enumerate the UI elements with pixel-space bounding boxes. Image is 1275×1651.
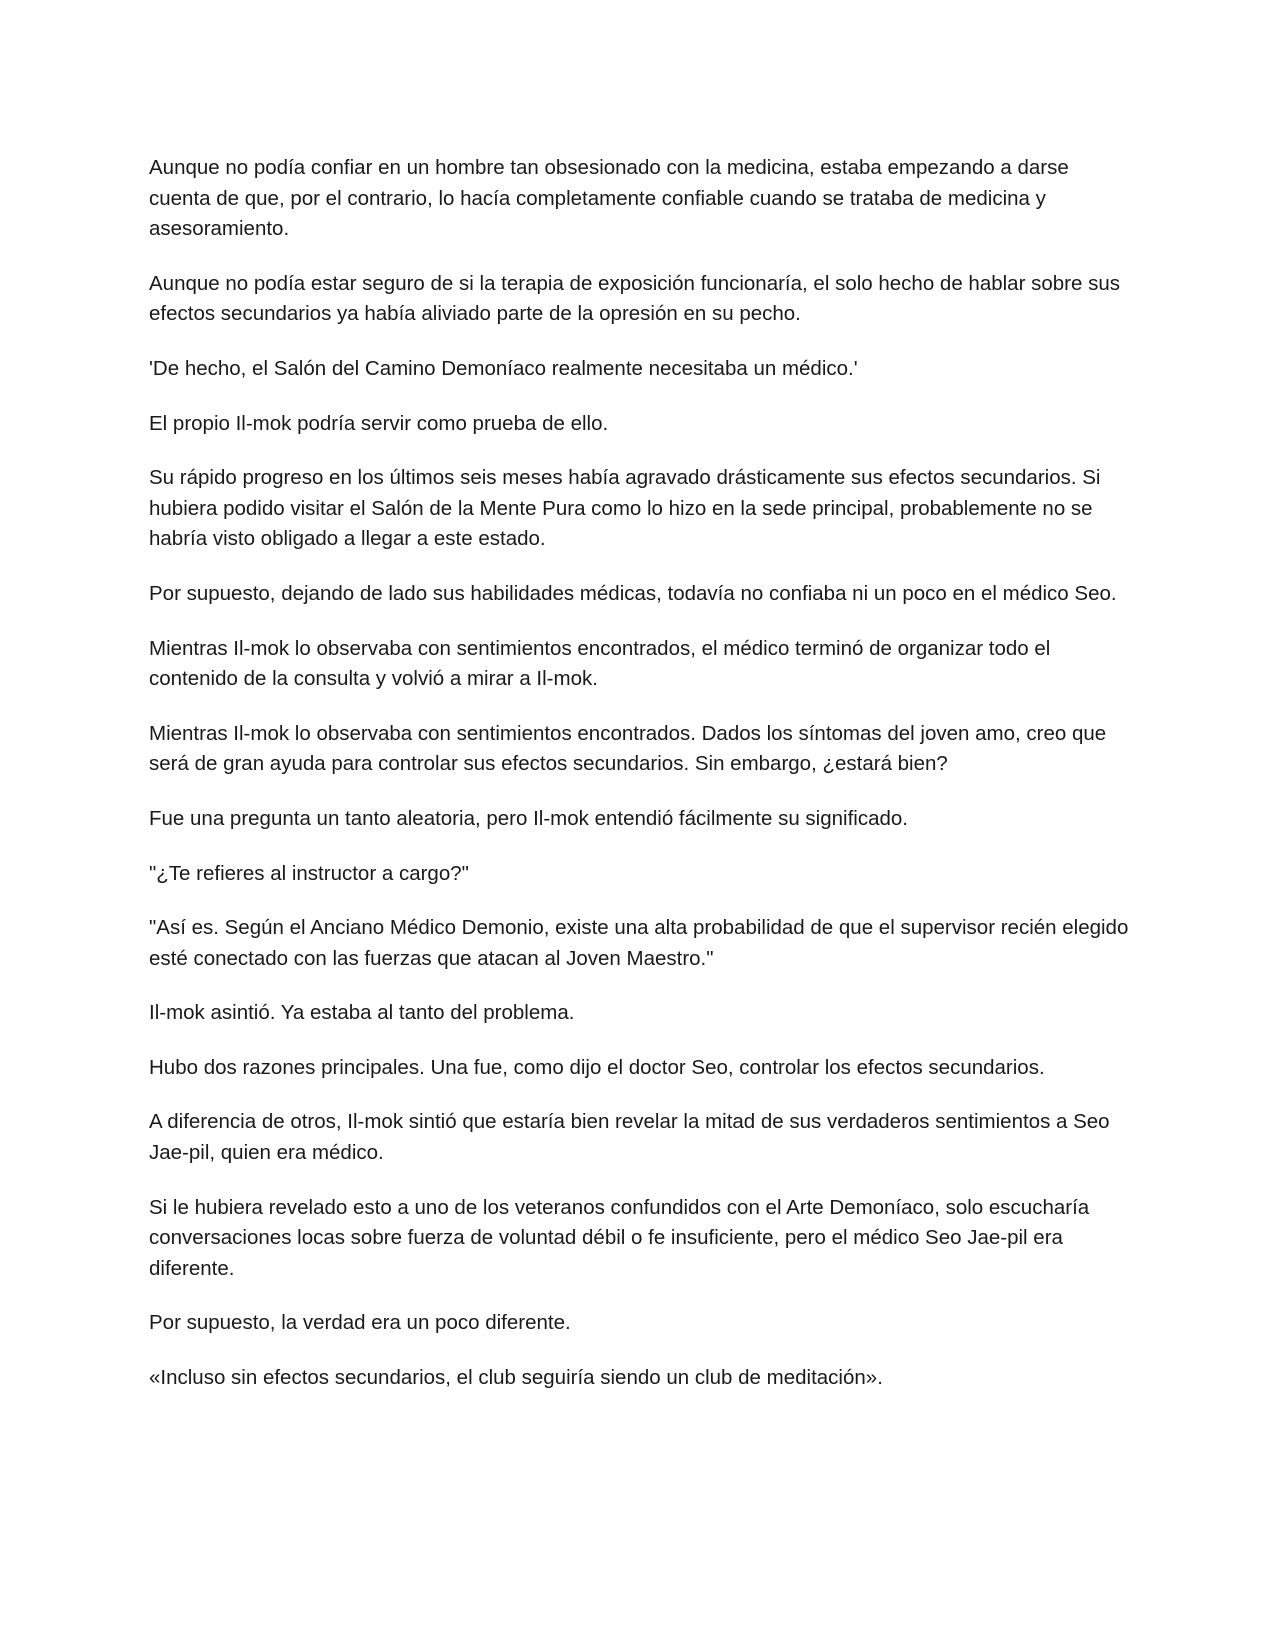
paragraph: Su rápido progreso en los últimos seis meses había agravado drásticamente sus efectos secundarios. Si hubiera podido visitar el Salón de la Mente Pura como lo hizo en la sede principal, probablemente no se habría visto obligado a llegar a este estado. [149,466,1101,551]
paragraph: Fue una pregunta un tanto aleatoria, pero Il-mok entendió fácilmente su significado. [149,806,908,830]
paragraph: Aunque no podía confiar en un hombre tan obsesionado con la medicina, estaba empezando a darse cuenta de que, por el contrario, lo hacía completamente confiable cuando se trataba de medicina y asesoramiento. [149,156,1069,241]
paragraph: Mientras Il-mok lo observaba con sentimientos encontrados. Dados los síntomas del joven amo, creo que será de gran ayuda para controlar sus efectos secundarios. Sin embargo, ¿estará bien? [149,721,1107,776]
paragraph: «Incluso sin efectos secundarios, el club seguiría siendo un club de meditación». [149,1366,883,1390]
document-body [149,153,1129,1418]
paragraph: "Así es. Según el Anciano Médico Demonio, existe una alta probabilidad de que el supervisor recién elegido esté conectado con las fuerzas que atacan al Joven Maestro." [149,916,1129,970]
paragraph: El propio Il-mok podría servir como prueba de ello. [149,411,609,435]
paragraph: Aunque no podía estar seguro de si la terapia de exposición funcionaría, el solo hecho de hablar sobre sus efectos secundarios ya había aliviado parte de la opresión en su pecho. [149,271,1120,326]
paragraph: Il-mok asintió. Ya estaba al tanto del problema. [149,1001,575,1025]
paragraph: Por supuesto, la verdad era un poco diferente. [149,1311,571,1335]
paragraph: 'De hecho, el Salón del Camino Demoníaco realmente necesitaba un médico.' [149,356,858,380]
paragraph: Hubo dos razones principales. Una fue, como dijo el doctor Seo, controlar los efectos secundarios. [149,1055,1045,1079]
paragraph: A diferencia de otros, Il-mok sintió que estaría bien revelar la mitad de sus verdaderos sentimientos a Seo Jae-pil, quien era médico. [149,1110,1110,1165]
paragraph: "¿Te refieres al instructor a cargo?" [149,861,469,885]
paragraph: Si le hubiera revelado esto a uno de los veteranos confundidos con el Arte Demoníaco, solo escucharía conversaciones locas sobre fuerza de voluntad débil o fe insuficiente, pero el médico Seo Jae-pil era diferente. [149,1195,1090,1280]
paragraph: Por supuesto, dejando de lado sus habilidades médicas, todavía no confiaba ni un poco en el médico Seo. [149,581,1117,605]
paragraph: Mientras Il-mok lo observaba con sentimientos encontrados, el médico terminó de organizar todo el contenido de la consulta y volvió a mirar a Il-mok. [149,636,1051,691]
